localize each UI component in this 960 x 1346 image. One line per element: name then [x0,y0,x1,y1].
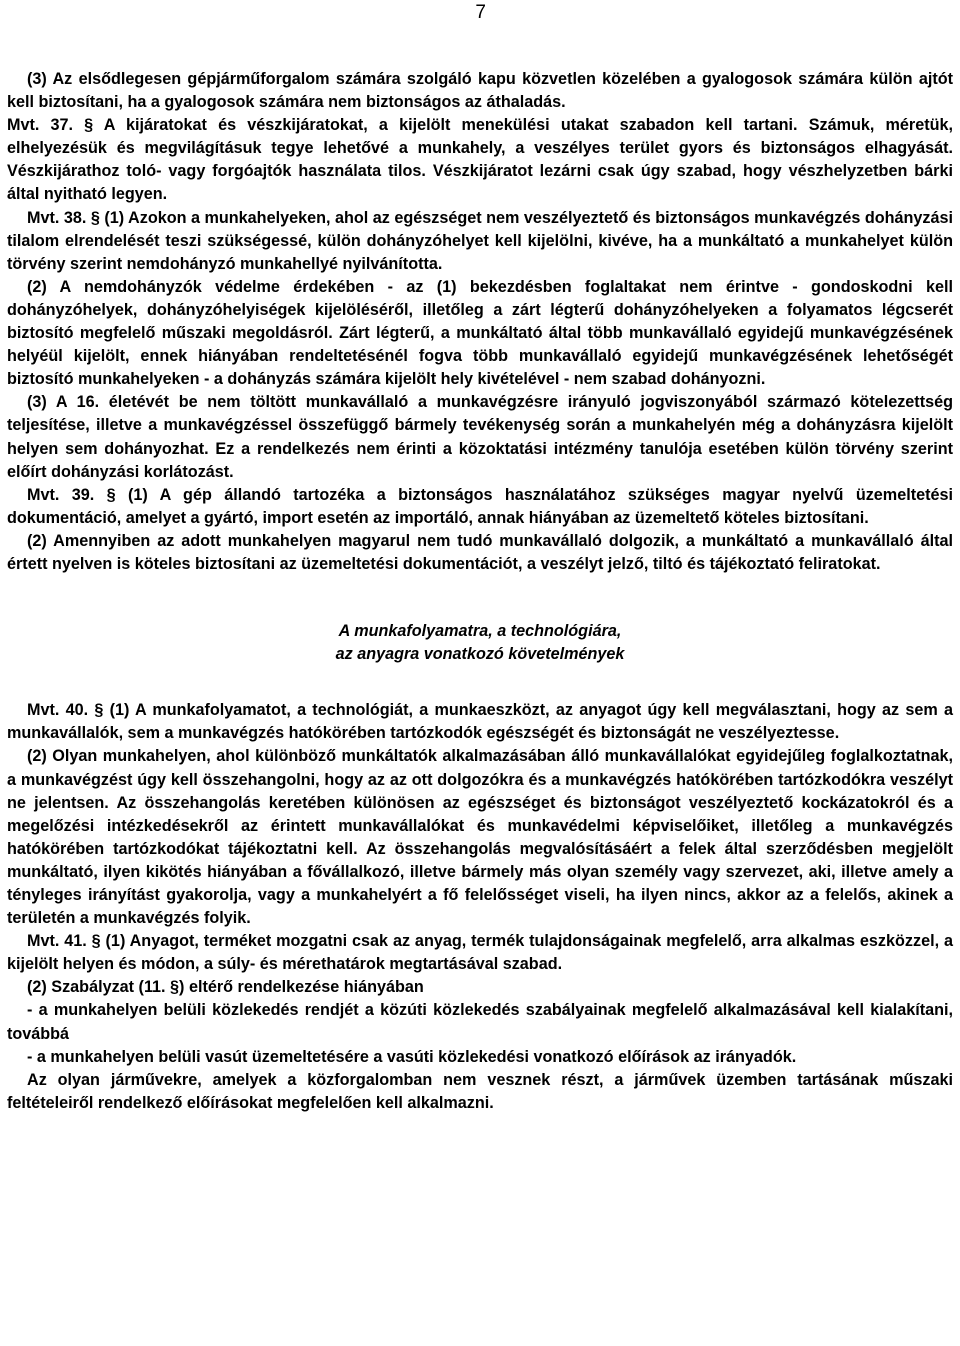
section-heading [7,620,953,666]
page-number: 7 [475,2,486,23]
paragraph-group-before [7,68,953,576]
paragraph: (2) Amennyiben az adott munkahelyen magyarul nem tudó munkavállaló dolgozik, a munkáltató a munkavállaló által értett nyelven is köteles biztosítani az üzemeltetési dokumentációt, a veszélyt jelző, tiltó és tájékoztató feliratokat. [7,531,953,573]
paragraph: - a munkahelyen belüli vasút üzemeltetésére a vasúti közlekedési vonatkozó előírások az irányadók. [27,1047,797,1066]
paragraph: (2) Olyan munkahelyen, ahol különböző munkáltatók alkalmazásában álló munkavállalókat egyidejűleg foglalkoztatnak, a munkavégzést úgy kell összehangolni, hogy az az ott dolgozókra és a munkavégzés hatókörében tartózkodókra veszélyt ne jelentsen. Az összehangolás keretében különösen az egészséget és biztonságot veszélyeztető kockázatokról és a megelőzési intézkedésekről az érintett munkavállalókat és munkavédelmi képviselőiket, illetőleg a munkavégzés hatókörében tartózkodókat tájékoztatni kell. Az összehangolás megvalósításáért a felek által szerződésben megjelölt munkáltató, ilyen kikötés hiányában a fővállalkozó, illetve bármely más olyan személy vagy szervezet, aki, illetve amely a tényleges irányítást gyakorolja, vagy a munkahelyért a fő felelősséget viseli, ha ilyen nincs, akkor az a felelős, akinek a területén a munkavégzés folyik. [7,747,953,928]
paragraph: Mvt. 39. § (1) A gép állandó tartozéka a biztonságos használatához szükséges magyar nyelvű üzemeltetési dokumentáció, amelyet a gyártó, import esetén az importáló, annak hiányában az üzemeltető köteles biztosítani. [7,485,953,527]
paragraph: Mvt. 40. § (1) A munkafolyamatot, a technológiát, a munkaeszközt, az anyagot úgy kell megválasztani, hogy az sem a munkavállalók, sem a munkavégzés hatókörében tartózkodók egészségét és biztonságát ne veszélyeztesse. [7,701,953,743]
paragraph: (2) Szabályzat (11. §) eltérő rendelkezése hiányában [27,978,424,997]
paragraph: (3) A 16. életévét be nem töltött munkavállaló a munkavégzésre irányuló jogviszonyából származó kötelezettség teljesítése, illetve a munkavégzéssel összefüggő bármely tevékenység során a munkahelyén még a dohányzásra kijelölt helyen sem dohányozhat. Ez a rendelkezés nem érinti a közoktatási intézmény tanulója esetében külön törvény szerint előírt dohányzási korlátozást. [7,393,953,481]
document-body [7,68,953,1115]
paragraph: Mvt. 41. § (1) Anyagot, terméket mozgatni csak az anyag, termék tulajdonságainak megfelelő, arra alkalmas eszközzel, a kijelölt helyen és módon, a súly- és mérethatárok megtartásával szabad. [7,932,953,974]
paragraph: Mvt. 37. § A kijáratokat és vészkijáratokat, a kijelölt menekülési utakat szabadon kell tartani. Számuk, méretük, elhelyezésük és megvilágításuk tegye lehetővé a munkahely, a veszélyes terület gyors és biztonságos elhagyását. Vészkijárathoz toló- vagy forgóajtók használata tilos. Vészkijáratot lezárni csak úgy szabad, hogy vészhelyzetben bárki által nyitható legyen. [7,116,953,204]
paragraph-group-after [7,699,953,1115]
section-heading-line: az anyagra vonatkozó követelmények [335,645,625,664]
paragraph: (2) A nemdohányzók védelme érdekében - az (1) bekezdésben foglaltakat nem érintve - gondoskodni kell dohányzóhelyek, dohányzóhelyiségek kijelöléséről, illetőleg a zárt légterű dohányzóhelyeken a folyamatos légcserét biztosító megfelelő műszaki megoldásról. Zárt légterű, a munkáltató által több munkavállaló egyidejű munkavégzésének helyéül kijelölt, ennek hiányában rendeltetésénél fogva több munkavállaló egyidejű munkavégzésének lehetőségét biztosító munkahelyeken - a dohányzás számára kijelölt hely kivételével - nem szabad dohányozni. [7,277,953,389]
paragraph: Mvt. 38. § (1) Azokon a munkahelyeken, ahol az egészséget nem veszélyeztető és biztonságos munkavégzés dohányzási tilalom elrendelését teszi szükségessé, külön dohányzóhelyet kell kijelölni, kivéve, ha a munkáltató a munkahelyet külön törvény szerint nemdohányzó munkahellyé nyilvánította. [7,208,953,273]
paragraph: (3) Az elsődlegesen gépjárműforgalom számára szolgáló kapu közvetlen közelében a gyalogosok számára külön ajtót kell biztosítani, ha a gyalogosok számára nem biztonságos az áthaladás. [7,70,953,112]
paragraph: Az olyan járművekre, amelyek a közforgalomban nem vesznek részt, a járművek üzemben tartásának műszaki feltételeiről rendelkező előírásokat megfelelően kell alkalmazni. [7,1070,953,1112]
paragraph: - a munkahelyen belüli közlekedés rendjét a közúti közlekedés szabályainak megfelelő alkalmazásával kell kialakítani, továbbá [7,1001,953,1043]
section-heading-line: A munkafolyamatra, a technológiára, [338,622,622,641]
